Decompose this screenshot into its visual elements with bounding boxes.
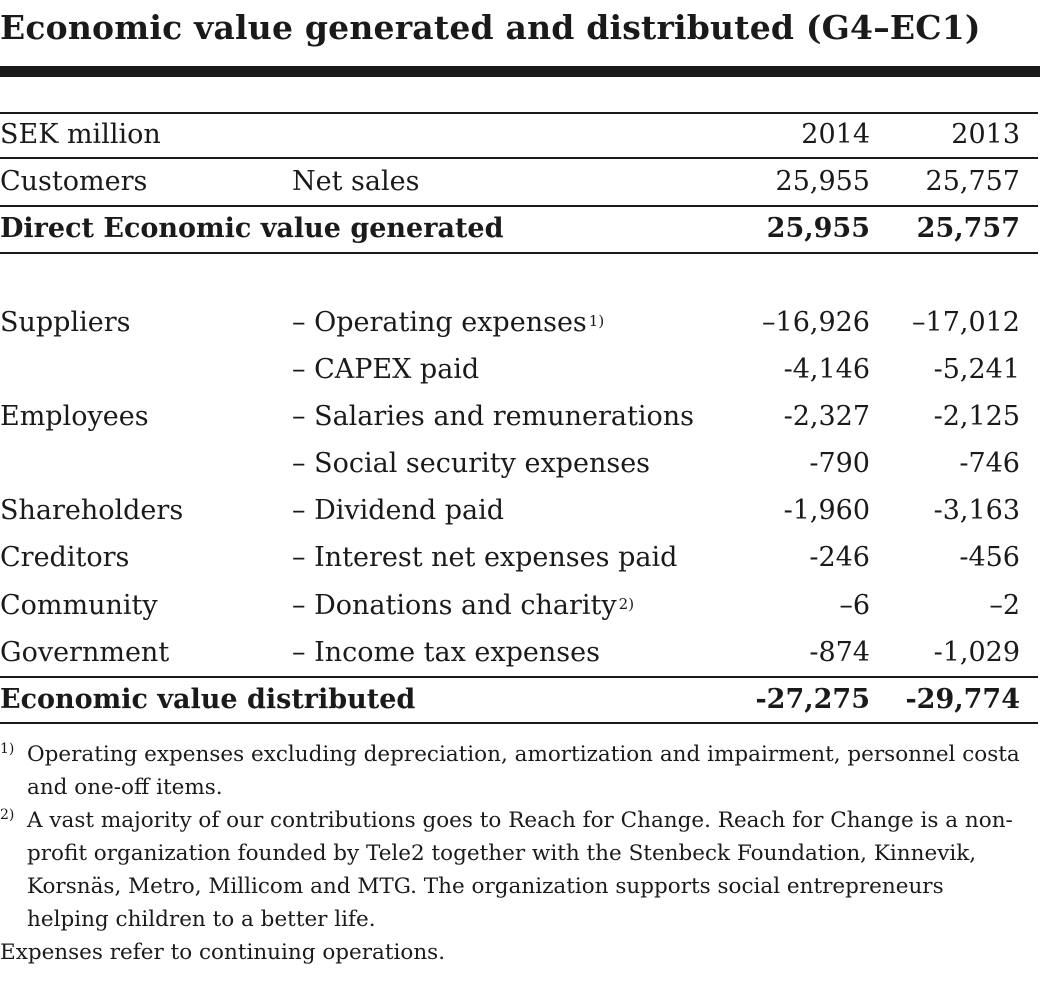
value-2014: -27,275 [755,684,870,715]
unit-label: SEK million [0,119,161,150]
value-2014: 25,955 [766,213,870,244]
footnote [0,738,1030,804]
row-rule [0,205,1038,207]
value-2014: 25,955 [775,166,870,197]
value-2013: -1,029 [933,637,1020,668]
row-item: – Salaries and remunerations [292,401,694,432]
footnotes [0,738,1030,969]
row-group: Creditors [0,542,130,573]
value-2014: -1,960 [783,495,870,526]
row-item: – CAPEX paid [292,354,480,385]
row-group: Community [0,590,158,621]
footnote-ref: 2) [618,595,635,613]
footnote-mark: 2) [0,807,15,823]
row-rule [0,676,1038,678]
row-group: Direct Economic value generated [0,213,504,244]
value-2014: -790 [809,448,870,479]
value-2014: -246 [809,542,870,573]
year-2014-header: 2014 [801,119,870,150]
closing-note: Expenses refer to continuing operations. [0,940,446,965]
value-2014: -874 [809,637,870,668]
value-2014: -4,146 [783,354,870,385]
row-item: – Income tax expenses [292,637,600,668]
year-2013-header: 2013 [951,119,1020,150]
table-bottom-rule [0,722,1038,724]
row-group: Shareholders [0,495,184,526]
row-item: Net sales [292,166,420,197]
value-2013: –17,012 [912,307,1020,338]
value-2013: -456 [959,542,1020,573]
value-2013: -2,125 [933,401,1020,432]
row-item: – Dividend paid [292,495,505,526]
footnote-mark: 1) [0,741,15,757]
value-2013: 25,757 [916,213,1020,244]
row-item: – Donations and charity $^{2)}$ [292,590,635,621]
row-item: – Social security expenses [292,448,651,479]
row-item: – Interest net expenses paid [292,542,678,573]
row-group: Employees [0,401,149,432]
value-2013: -5,241 [933,354,1020,385]
footnote-text: Operating expenses excluding depreciation, amortization and impairment, personnel costa and one-off items. [27,742,1020,800]
footnote-ref: 1) [588,312,605,330]
row-group: Economic value distributed [0,684,416,715]
value-2014: –6 [839,590,870,621]
value-2013: –2 [989,590,1020,621]
header-rule [0,157,1038,159]
value-2013: 25,757 [925,166,1020,197]
value-2014: -2,327 [783,401,870,432]
footnote [0,804,1030,936]
value-2013: -746 [959,448,1020,479]
row-rule [0,252,1038,254]
value-2013: -3,163 [933,495,1020,526]
row-item: – Operating expenses $^{1)}$ [292,307,605,338]
row-group: Suppliers [0,307,131,338]
value-2013: -29,774 [905,684,1020,715]
title-rule [0,66,1040,77]
row-group: Customers [0,166,148,197]
table-top-rule [0,112,1038,114]
value-2014: –16,926 [762,307,870,338]
footnote-text: A vast majority of our contributions goes to Reach for Change. Reach for Change is a non-profit organization founded by Tele2 together with the Stenbeck Foundation, Kinnevik, Korsnäs, Metro, Millicom and MTG. The organization supports social entrepreneurs helping children to a better life. [27,808,1013,932]
page-title: Economic value generated and distributed (G4–EC1) [0,8,981,47]
row-group: Government [0,637,170,668]
